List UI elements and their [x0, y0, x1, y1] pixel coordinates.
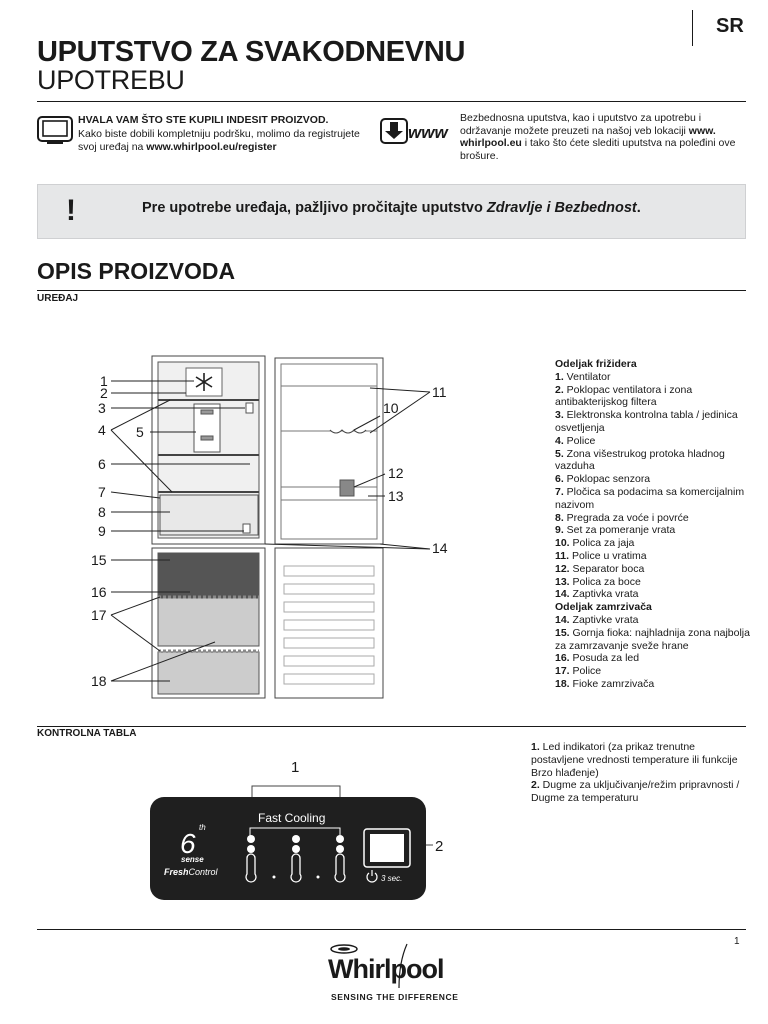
header-rule [37, 101, 746, 102]
panel-label-1: 1 [291, 759, 300, 776]
footer-rule [37, 929, 746, 930]
led-indicator [292, 835, 300, 843]
legend-item: 12. Separator boca [555, 562, 645, 575]
header-divider [692, 10, 693, 46]
control-legend-item-2: 2. Dugme za uključivanje/režim pripravnosti / Dugme za temperaturu [531, 779, 740, 805]
register-link[interactable]: www.whirlpool.eu/register [146, 141, 277, 153]
monitor-icon [37, 116, 73, 151]
control-panel-legend [531, 741, 741, 805]
diagram-label-14: 14 [432, 540, 448, 556]
language-code: SR [716, 15, 744, 37]
section-title: OPIS PROIZVODA [37, 258, 236, 284]
legend-item: 7. Pločica sa podacima sa komercijalnim nazivom [555, 485, 745, 511]
legend-item: 13. Polica za boce [555, 575, 641, 588]
control-panel-diagram [140, 752, 460, 902]
timer-label: 3 sec. [381, 874, 403, 883]
page-title-line2: UPOTREBU [37, 65, 185, 95]
download-text: Bezbednosna uputstva, kao i uputstvo za upotrebu i održavanje možete preuzeti na našoj veb lokaciji www. whirlpool.eu i tako što ćete slediti uputstva na poleđini ove brošure. [460, 112, 736, 162]
brand-six: 6 [180, 828, 196, 859]
led-indicator [247, 835, 255, 843]
led-indicator [273, 876, 276, 879]
diagram-label-7: 7 [98, 484, 106, 500]
safety-notice-text: Pre upotrebe uređaja, pažljivo pročitajte uputstvo Zdravlje i Bezbednost. [142, 200, 641, 216]
page-title-line1: UPUTSTVO ZA SVAKODNEVNU [37, 36, 466, 68]
logo-wordmark: Whirlpool [328, 954, 444, 984]
led-indicator [292, 845, 300, 853]
diagram-label-10: 10 [383, 400, 399, 416]
freezer-parts-list [555, 614, 755, 691]
led-indicator [336, 835, 344, 843]
website-link[interactable]: www. whirlpool.eu [460, 124, 716, 149]
legend-item: 17. Police [555, 665, 602, 678]
legend-item: 6. Poklopac senzora [555, 473, 651, 486]
diagram-label-15: 15 [91, 552, 107, 568]
legend-item: 14. Zaptivke vrata [555, 613, 639, 626]
panel-label-2: 2 [435, 838, 444, 855]
diagram-label-9: 9 [98, 523, 106, 539]
brand-th: th [199, 823, 206, 832]
parts-legend [555, 358, 755, 691]
legend-item: 1. Ventilator [555, 370, 611, 383]
brand-freshcontrol: FreshControl [164, 867, 218, 877]
legend-item: 2. Poklopac ventilatora i zona antibakterijskog filtera [555, 383, 693, 409]
legend-item: 15. Gornja fioka: najhladnija zona najbolja za zamrzavanje sveže hrane [555, 626, 750, 652]
led-indicator [247, 845, 255, 853]
legend-item: 10. Polica za jaja [555, 537, 635, 550]
fridge-heading: Odeljak frižidera [555, 358, 637, 370]
led-indicator [336, 845, 344, 853]
legend-item: 4. Police [555, 434, 596, 447]
diagram-label-12: 12 [388, 465, 404, 481]
diagram-label-2: 2 [100, 385, 108, 401]
control-panel-rule [37, 726, 746, 727]
legend-item: 5. Zona višestrukog protoka hladnog vazduha [555, 447, 725, 473]
diagram-label-4: 4 [98, 422, 106, 438]
control-legend-item-1: 1. Led indikatori (za prikaz trenutne postavljene vrednosti temperature ili funkcije Brzo hlađenje) [531, 741, 738, 779]
diagram-label-17: 17 [91, 607, 107, 623]
legend-item: 18. Fioke zamrzivača [555, 677, 655, 690]
legend-item: 9. Set za pomeranje vrata [555, 524, 676, 537]
www-label: www [408, 123, 448, 142]
control-panel-subheading: KONTROLNA TABLA [37, 728, 137, 739]
legend-item: 14. Zaptivka vrata [555, 588, 639, 601]
section-rule [37, 290, 746, 291]
page-number: 1 [734, 936, 740, 947]
legend-item: 11. Police u vratima [555, 549, 647, 562]
appliance-subheading: UREĐAJ [37, 293, 79, 304]
brand-sense: sense [181, 855, 204, 864]
freezer-heading: Odeljak zamrzivača [555, 601, 652, 614]
legend-item: 8. Pregrada za voće i povrće [555, 511, 689, 524]
diagram-label-6: 6 [98, 456, 106, 472]
fridge-parts-list [555, 371, 755, 601]
register-text: HVALA VAM ŠTO STE KUPILI INDESIT PROIZVOD. Kako biste dobili kompletniju podršku, molimo da registrujete svoj uređaj na www.whirlpool.eu/register [78, 114, 368, 155]
diagram-label-18: 18 [91, 673, 107, 689]
diagram-label-1: 1 [100, 373, 108, 389]
whirlpool-logo [322, 940, 446, 992]
diagram-label-16: 16 [91, 584, 107, 600]
diagram-label-8: 8 [98, 504, 106, 520]
legend-item: 16. Posuda za led [555, 652, 640, 665]
download-www-icon [380, 118, 456, 151]
appliance-diagram [0, 340, 540, 710]
legend-item: 3. Elektronska kontrolna tabla / jedinica osvetljenja [555, 409, 738, 434]
brand-tagline: SENSING THE DIFFERENCE [331, 992, 459, 1002]
fast-cooling-label: Fast Cooling [258, 811, 326, 825]
led-indicator [317, 876, 320, 879]
thanks-heading: HVALA VAM ŠTO STE KUPILI INDESIT PROIZVOD. [78, 114, 329, 126]
button-face [370, 834, 404, 862]
diagram-label-13: 13 [388, 488, 404, 504]
diagram-label-5: 5 [136, 424, 144, 440]
exclamation-icon: ! [66, 194, 76, 227]
diagram-label-3: 3 [98, 400, 106, 416]
diagram-label-11: 11 [432, 384, 447, 400]
